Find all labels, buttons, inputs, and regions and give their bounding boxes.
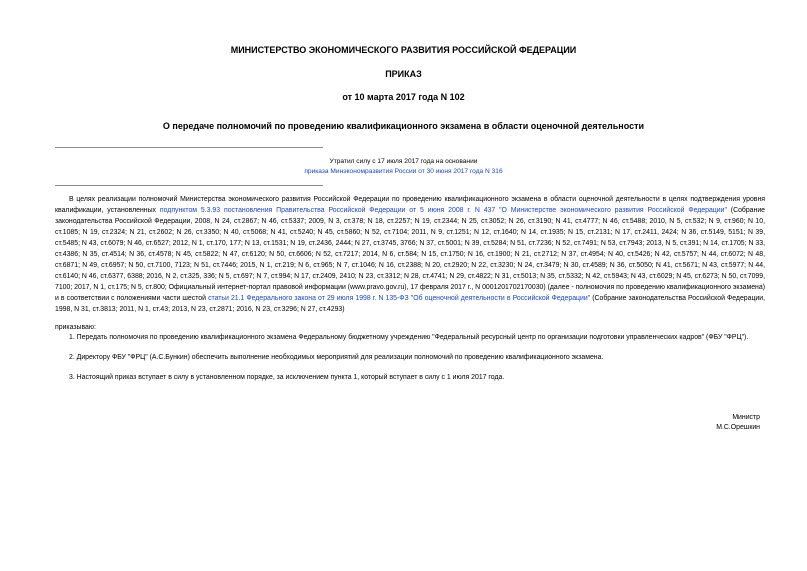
document-date-number: от 10 марта 2017 года N 102	[342, 92, 465, 102]
signature-name: М.С.Орешкин	[716, 424, 760, 431]
decree-437-link[interactable]: подпунктом 5.3.93 постановления Правительства Российской Федерации от 5 июня 2008 г. N 437 "О Министерстве экономического развития Российской Федерации"	[159, 207, 727, 214]
preamble-text-3: (Собрание законодательства Российской Федерации, 1998, N 31, ст.3813; 2011, N 1, ст.43; 2013, N 23, ст.2871; 2016, N 23, ст.3296; N 27, ст.4293)	[55, 295, 766, 313]
document-type: ПРИКАЗ	[385, 69, 422, 79]
order-item-1: 1. Передать полномочия по проведению квалификационного экзамена Федеральному бюджетному учреждению "Федеральный ресурсный центр по организации подготовки управленческих кадров" (ФБУ "ФРЦ").	[69, 334, 749, 341]
signature-position: Министр	[732, 414, 760, 421]
lost-force-link-line	[0, 167, 807, 177]
preamble-text-2: (Собрание законодательства Российской Федерации, 2008, N 24, ст.2867; N 46, ст.5337; 2009, N 3, ст.378; N 18, ст.2257; N 19, ст.2344; N 25, ст.3052; N 26, ст.3190; N 41, ст.4777; N 46, ст.5488; 2010, N 5, ст.532; N 9, ст.960; N 10, ст.1085; N 19, ст.2324; N 21, ст.2602; N 26, ст.3350; N 40, ст.5068; N 41, ст.5240; N 45, ст.5860; N 52, ст.7104; 2011, N 9, ст.1251; N 12, ст.1640; N 14, ст.1935; N 15, ст.2131; N 17, ст.2411, 2424; N 36, ст.5149, 5151; N 39, ст.5485; N 43, ст.6079; N 46, ст.6527; 2012, N 1, ст.170, 177; N 13, ст.1531; N 19, ст.2436, 2444; N 27, ст.3745, 3766; N 37, ст.5001; N 39, ст.5284; N 51, ст.7236; N 52, ст.7491; N 53, ст.7943; 2013, N 5, ст.391; N 14, ст.1705; N 33, ст.4386; N 35, ст.4514; N 36, ст.4578; N 45, ст.5822; N 47, ст.6120; N 50, ст.6606; N 52, ст.7217; 2014, N 6, ст.584; N 15, ст.1750; N 16, ст.1900; N 21, ст.2712; N 37, ст.4954; N 40, ст.5426; N 42, ст.5757; N 44, ст.6072; N 48, ст.6871; N 49, ст.6957; N 50, ст.7100, 7123; N 51, ст.7446; 2015, N 1, ст.219; N 6, ст.965; N 7, ст.1046; N 16, ст.2388; N 20, ст.2920; N 22, ст.3230; N 24, ст.3479; N 30, ст.4589; N 36, ст.5050; N 41, ст.5671; N 43, ст.5977; N 44, ст.6140; N 46, ст.6377, 6388; 2016, N 2, ст.325, 336; N 5, ст.697; N 7, ст.994; N 17, ст.2409, 2410; N 23, ст.3312; N 28, ст.4741; N 29, ст.4822; N 31, ст.5013; N 35, ст.5332; N 42, ст.5943; N 43, ст.6029; N 45, ст.6273; N 50, ст.7099, 7100; 2017, N 1, ст.175; N 5, ст.800; Официальный интернет-портал правовой информации (www.pravo.gov.ru), 17 февраля 2017 г., N 0001201702170030) (далее - полномочия по проведению квалификационного экзамена) и в соответствии с положениями части шестой	[55, 207, 765, 302]
document-title: О передаче полномочий по проведению квалификационного экзамена в области оценочной деятельности	[162, 121, 645, 131]
ministry-name: МИНИСТЕРСТВО ЭКОНОМИЧЕСКОГО РАЗВИТИЯ РОССИЙСКОЙ ФЕДЕРАЦИИ	[230, 45, 577, 55]
preamble-text-1: В целях реализации полномочий Министерства экономического развития Российской Федерации по проведению квалификационного экзамена в области оценочной деятельности в целях подтверждения уровня квалификации, установленных	[55, 196, 765, 214]
status-divider-bottom	[55, 185, 323, 186]
law-135-fz-link[interactable]: статьи 21.1 Федерального закона от 29 июля 1998 г. N 135-ФЗ "Об оценочной деятельности в Российской Федерации"	[208, 295, 591, 302]
lost-force-note: Утратил силу с 17 июля 2017 года на основании	[329, 158, 478, 165]
status-divider-top	[55, 147, 323, 148]
preamble-paragraph	[55, 194, 765, 315]
orders-label: приказываю:	[55, 324, 96, 331]
order-item-3: 3. Настоящий приказ вступает в силу в установленном порядке, за исключением пункта 1, который вступает в силу с 1 июля 2017 года.	[69, 374, 505, 381]
order-item-2: 2. Директору ФБУ "ФРЦ" (А.С.Бункин) обеспечить выполнение необходимых мероприятий для реализации полномочий по проведению квалификационного экзамена.	[69, 354, 604, 361]
lost-force-link[interactable]: приказа Минэкономразвития России от 30 июня 2017 года N 316	[304, 168, 503, 175]
